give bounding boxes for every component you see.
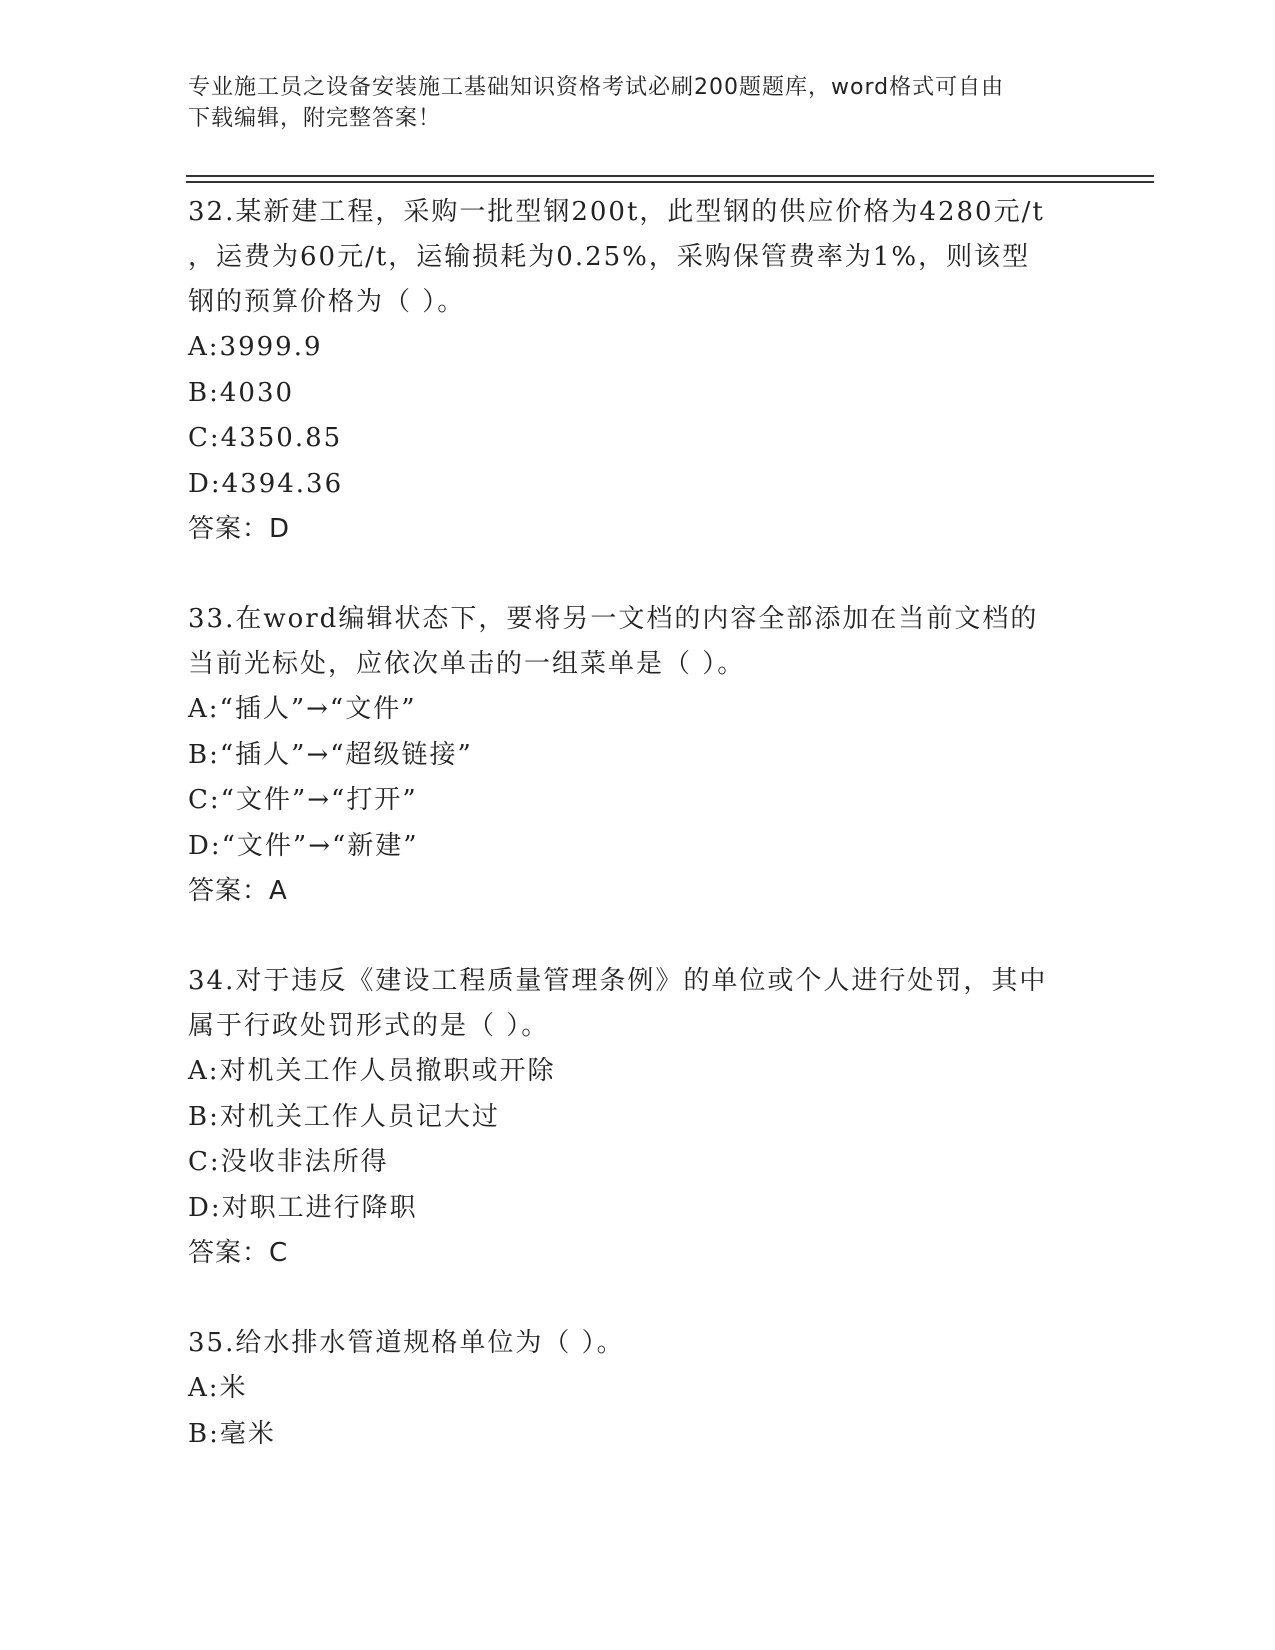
option-d: D:“文件”→“新建”	[188, 830, 419, 861]
question-text-line: ，运费为60元/t，运输损耗为0.25%，采购保管费率为1%，则该型	[188, 242, 1031, 272]
question-text-line: 属于行政处罚形式的是（ ）。	[188, 1011, 550, 1041]
option-c: C:4350.85	[188, 423, 343, 453]
question-list	[188, 190, 1088, 1502]
question-35	[188, 1321, 1088, 1457]
option-b: B:4030	[188, 377, 295, 408]
question-text-line: 当前光标处，应依次单击的一组菜单是（ ）。	[188, 649, 746, 679]
option-c: C:没收非法所得	[188, 1147, 389, 1177]
question-32	[188, 190, 1088, 552]
question-text-line: 钢的预算价格为（ ）。	[188, 287, 466, 317]
question-text-line: 34.对于违反《建设工程质量管理条例》的单位或个人进行处罚，其中	[188, 966, 1048, 996]
option-c: C:“文件”→“打开”	[188, 785, 418, 815]
option-b: B:对机关工作人员记大过	[188, 1101, 500, 1132]
option-b: B:“插人”→“超级链接”	[188, 739, 473, 770]
option-a: A:3999.9	[188, 332, 323, 362]
answer-line: 答案：C	[188, 1238, 289, 1268]
question-33	[188, 597, 1088, 914]
header-line-2: 下载编辑，附完整答案！	[188, 106, 442, 131]
header-rule-top	[186, 175, 1154, 177]
question-34	[188, 959, 1088, 1276]
option-a: A:对机关工作人员撤职或开除	[188, 1056, 556, 1086]
question-text-line: 33.在word编辑状态下，要将另一文档的内容全部添加在当前文档的	[188, 604, 1039, 634]
option-d: D:4394.36	[188, 468, 344, 499]
header-rule-bottom	[186, 181, 1154, 183]
option-b: B:毫米	[188, 1418, 276, 1449]
option-a: A:“插人”→“文件”	[188, 694, 417, 724]
document-header	[188, 72, 1068, 134]
question-text-line: 32.某新建工程，采购一批型钢200t，此型钢的供应价格为4280元/t	[188, 197, 1045, 227]
question-text-line: 35.给水排水管道规格单位为（ ）。	[188, 1328, 625, 1358]
header-line-1: 专业施工员之设备安装施工基础知识资格考试必刷200题题库，word格式可自由	[188, 75, 1005, 100]
option-a: A:米	[188, 1373, 248, 1403]
option-d: D:对职工进行降职	[188, 1192, 418, 1223]
answer-line: 答案：A	[188, 876, 288, 906]
answer-line: 答案：D	[188, 514, 291, 544]
